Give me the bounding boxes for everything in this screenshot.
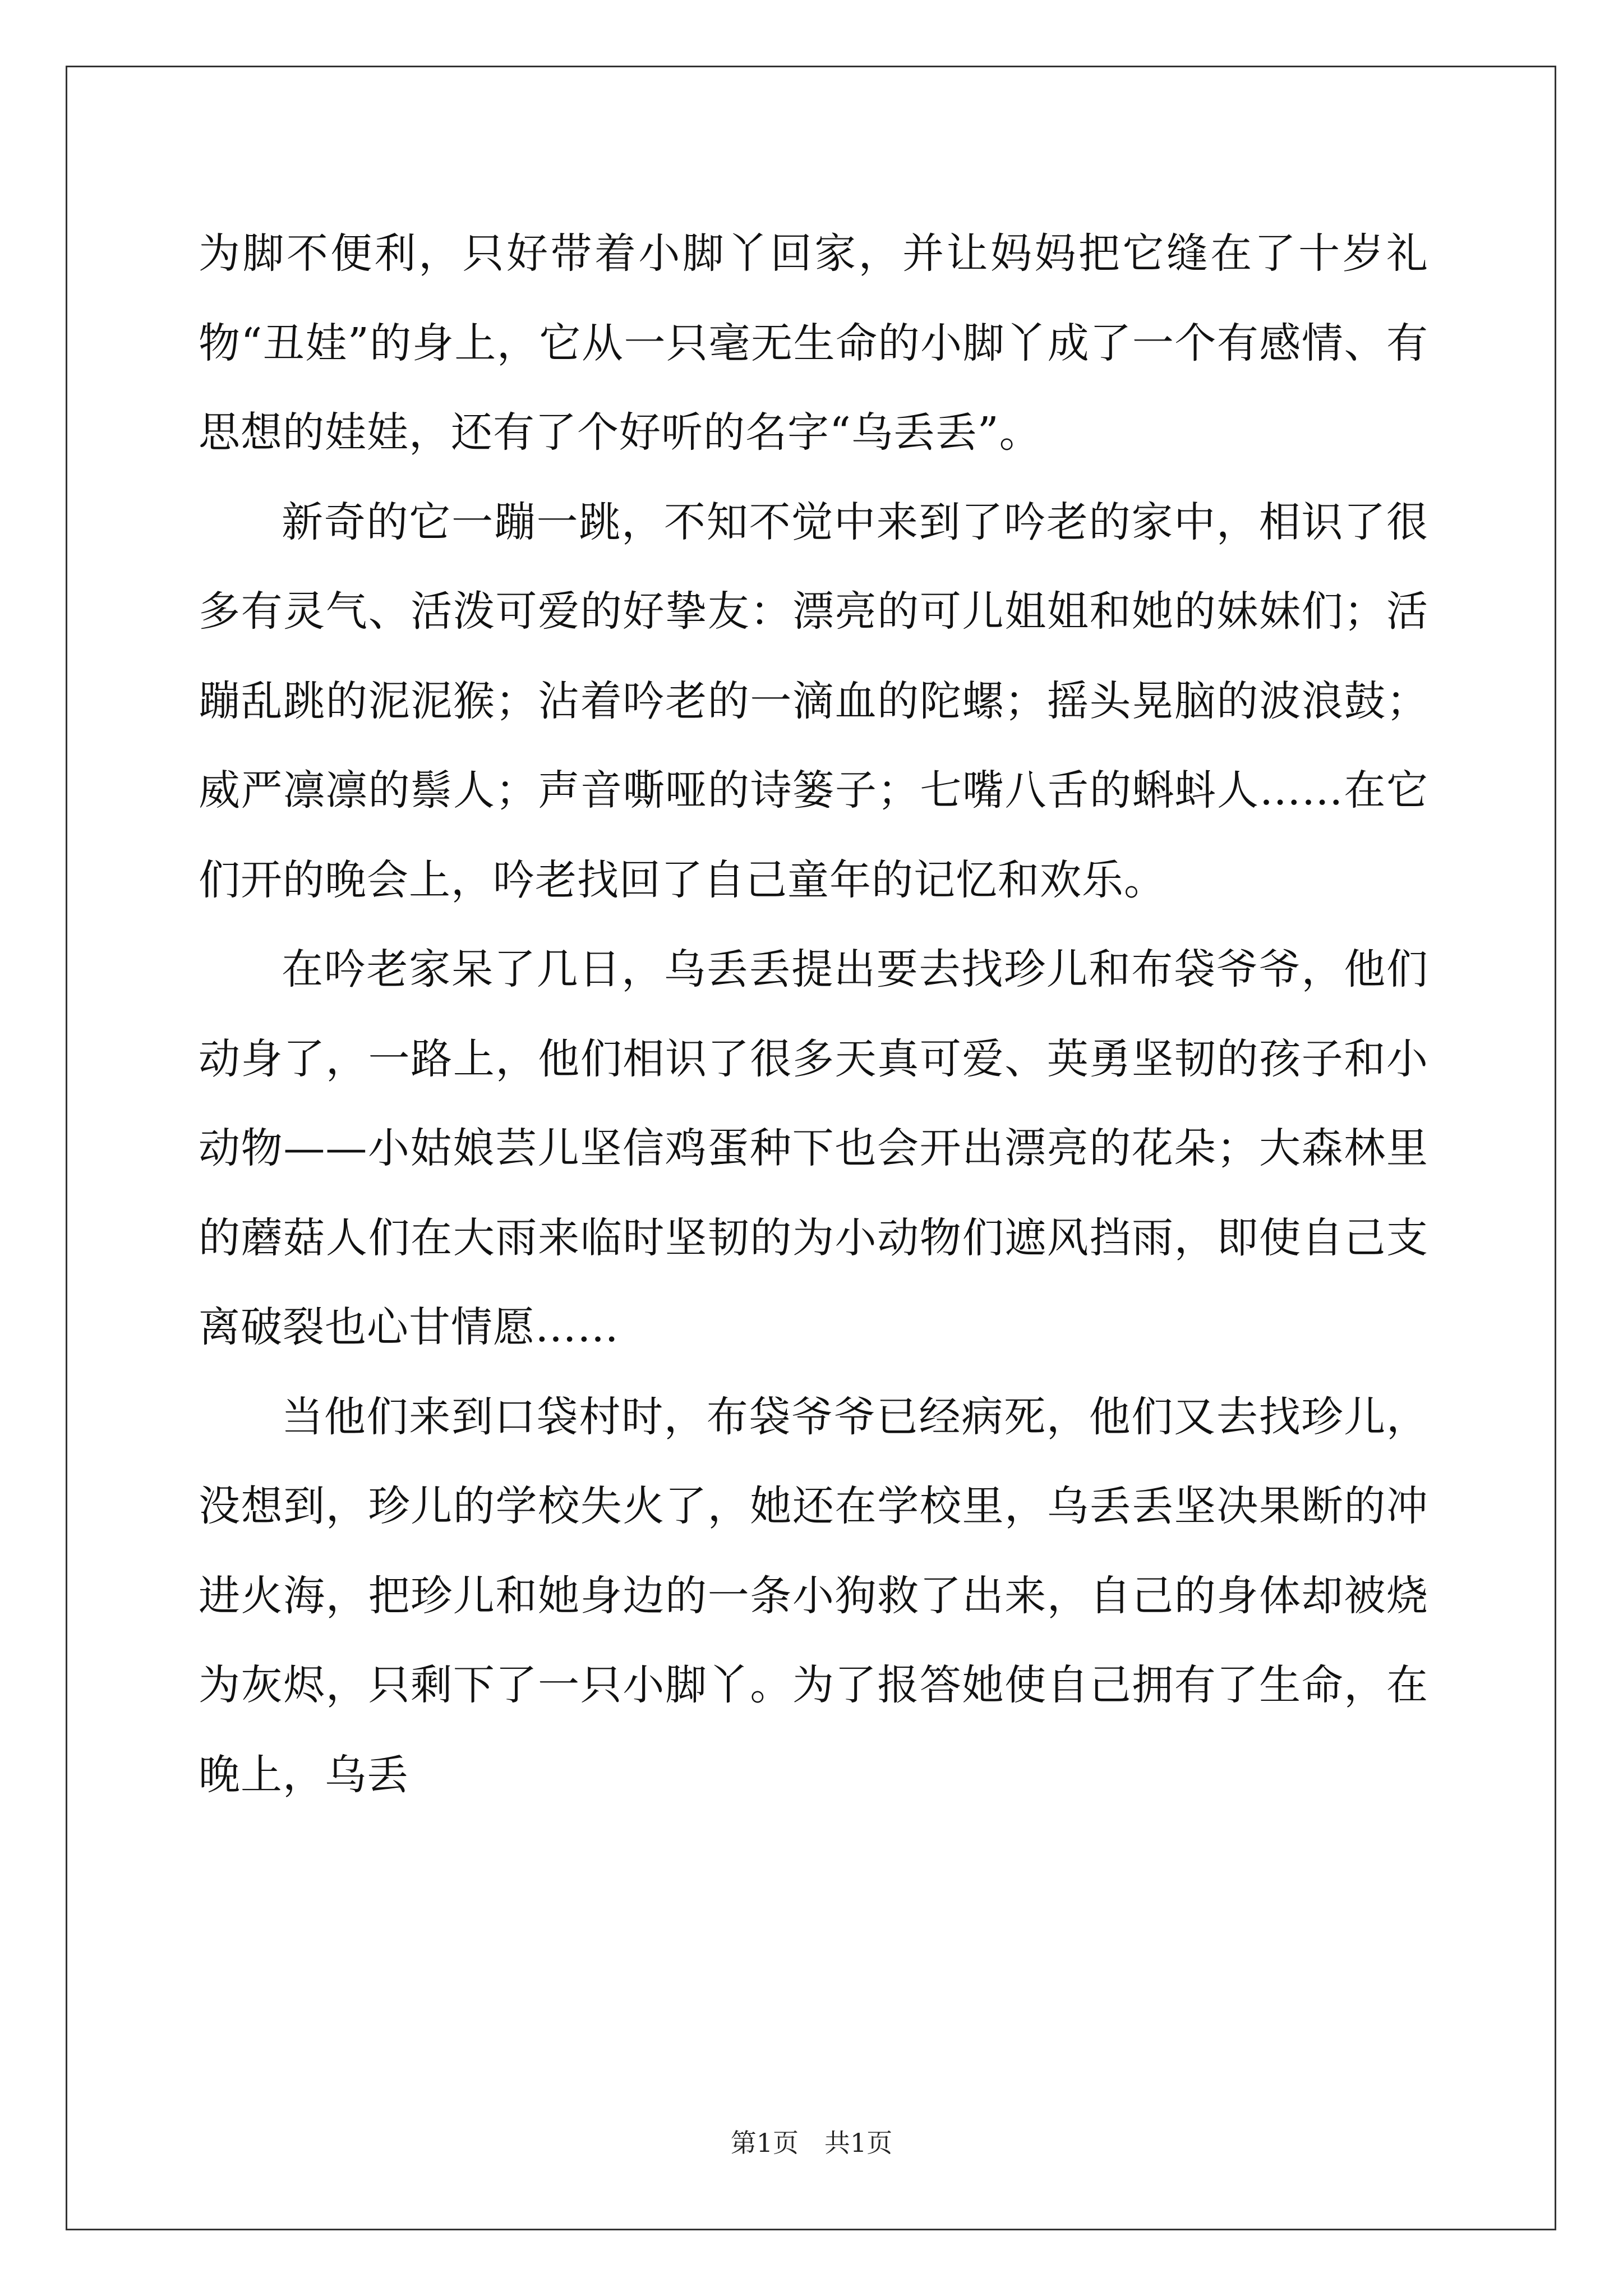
page-number: 第1页 bbox=[730, 2128, 799, 2158]
page-total: 共1页 bbox=[824, 2128, 893, 2158]
paragraph-3: 在吟老家呆了几日，乌丢丢提出要去找珍儿和布袋爷爷，他们动身了，一路上，他们相识了很多天真可爱、英勇坚韧的孩子和小动物——小姑娘芸儿坚信鸡蛋种下也会开出漂亮的花朵；大森林里的蘑菇人们在大雨来临时坚韧的为小动物们遮风挡雨，即使自己支离破裂也心甘情愿…… bbox=[199, 945, 1428, 1351]
page-footer bbox=[0, 2126, 1623, 2160]
paragraph-1: 为脚不便利，只好带着小脚丫回家，并让妈妈把它缝在了十岁礼物“丑娃”的身上，它从一只毫无生命的小脚丫成了一个有感情、有思想的娃娃，还有了个好听的名字“乌丢丢”。 bbox=[199, 229, 1428, 457]
document-body bbox=[199, 209, 1428, 1820]
paragraph-4: 当他们来到口袋村时，布袋爷爷已经病死，他们又去找珍儿，没想到，珍儿的学校失火了，她还在学校里，乌丢丢坚决果断的冲进火海，把珍儿和她身边的一条小狗救了出来，自己的身体却被烧为灰烬，只剩下了一只小脚丫。为了报答她使自己拥有了生命，在晚上，乌丢 bbox=[199, 1392, 1428, 1799]
paragraph-2: 新奇的它一蹦一跳，不知不觉中来到了吟老的家中，相识了很多有灵气、活泼可爱的好挚友：漂亮的可儿姐姐和她的妹妹们；活蹦乱跳的泥泥猴；沾着吟老的一滴血的陀螺；摇头晃脑的波浪鼓；威严凛凛的鬃人；声音嘶哑的诗篓子；七嘴八舌的蝌蚪人……在它们开的晚会上，吟老找回了自己童年的记忆和欢乐。 bbox=[199, 498, 1428, 904]
